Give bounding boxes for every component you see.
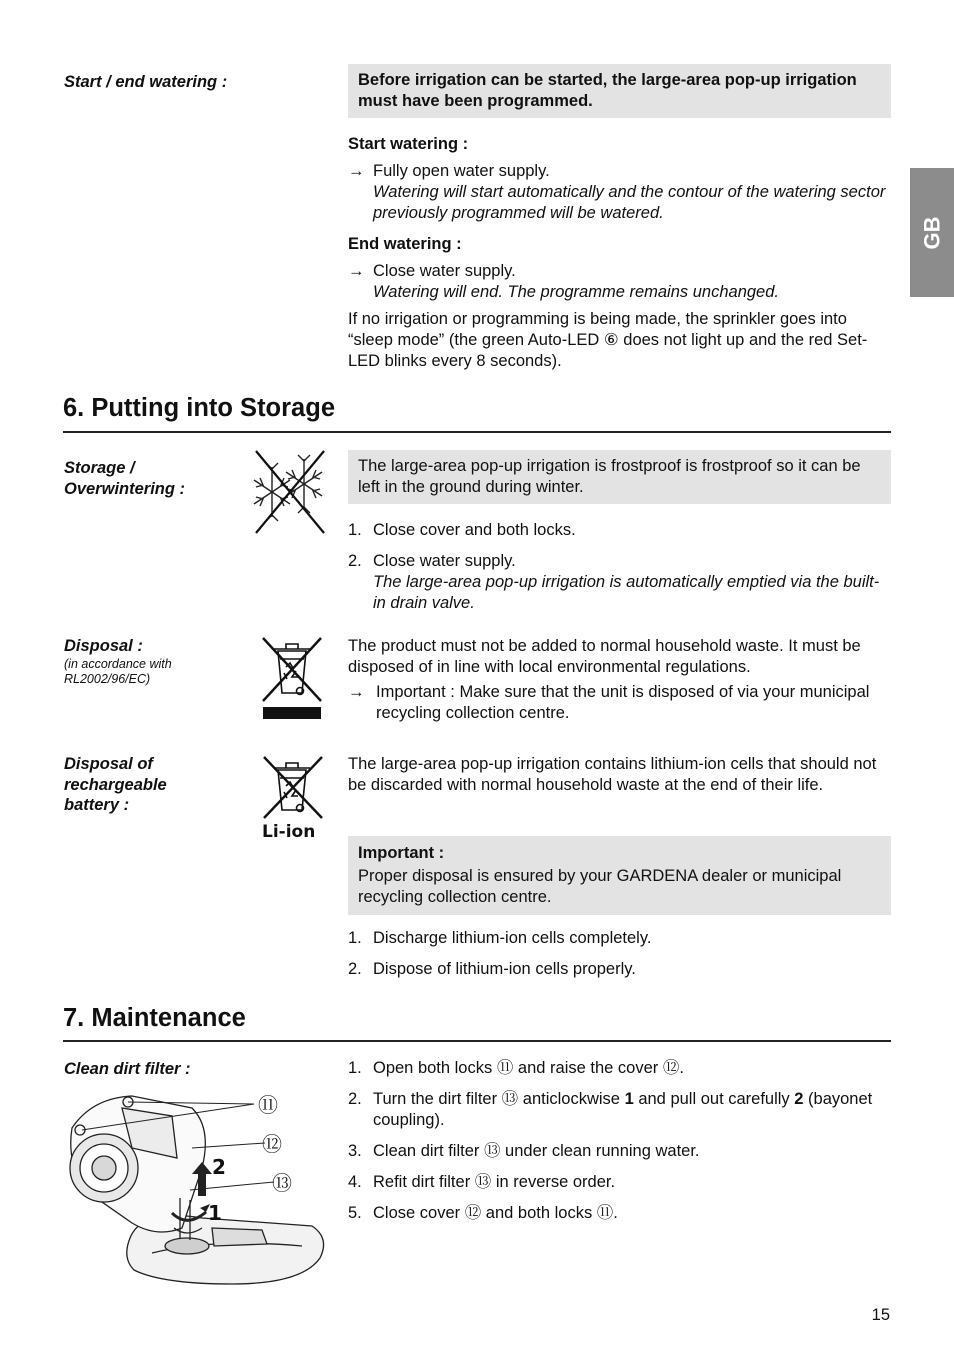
step-number: 5. [348, 1204, 362, 1222]
language-tab[interactable] [910, 168, 954, 297]
dirt-filter-figure [62, 1088, 332, 1288]
step-number: 2. [348, 1090, 362, 1108]
storage-heading-rule [63, 431, 891, 433]
battery-important-heading: Important : [358, 844, 445, 862]
battery-label: Disposal of rechargeable battery : [64, 755, 167, 814]
storage-step-1 [348, 520, 891, 541]
arrow-ref-2: 2 [794, 1090, 804, 1108]
callout-11: ⑪ [258, 1093, 278, 1117]
battery-text: The large-area pop-up irrigation contains lithium-ion cells that should not be discarded with normal household waste at the end of their life. [348, 755, 877, 794]
page-number: 15 [871, 1306, 890, 1324]
disposal-text: The product must not be added to normal household waste. It must be disposed of in line with local environmental regulations. [348, 637, 861, 676]
disposal-label-block [64, 636, 244, 687]
battery-steps [348, 928, 891, 980]
watering-note-box: Before irrigation can be started, the large-area pop-up irrigation must have been programmed. [348, 64, 891, 118]
frostproof-note-box: The large-area pop-up irrigation is frostproof is frostproof so it can be left in the ground during winter. [348, 450, 891, 504]
disposal-sublabel: (in accordance with RL2002/96/EC) [64, 656, 172, 686]
arrow-ref-1: 1 [624, 1090, 634, 1108]
maintenance-step-text: Refit dirt filter ⑬ in reverse order. [373, 1173, 616, 1191]
battery-important-text: Proper disposal is ensured by your GARDENA dealer or municipal recycling collection centre. [358, 867, 842, 906]
end-watering-step-text: Close water supply. [373, 262, 516, 280]
storage-label: Storage / Overwintering : [64, 459, 186, 498]
sleep-mode-note: If no irrigation or programming is being made, the sprinkler goes into “sleep mode” (the green Auto-LED ⑥ does not light up and the red Set-LED blinks every 8 seconds). [348, 310, 868, 370]
battery-step-1 [348, 928, 891, 949]
maintenance-step-text: Clean dirt filter ⑬ under clean running water. [373, 1142, 700, 1160]
maintenance-heading-rule [63, 1040, 891, 1042]
step-number: 1. [348, 929, 362, 947]
step-number: 1. [348, 1059, 362, 1077]
step-number: 3. [348, 1142, 362, 1160]
maintenance-step [348, 1089, 891, 1131]
maintenance-steps [348, 1058, 891, 1224]
arrow-right-icon: → [348, 683, 365, 701]
disposal-label: Disposal : [64, 637, 143, 655]
callout-12: ⑫ [262, 1132, 282, 1156]
arrow-label-2: 2 [212, 1155, 226, 1179]
start-watering-result: Watering will start automatically and the contour of the watering sector previously programmed will be watered. [373, 183, 886, 222]
disposal-important-text: Important : Make sure that the unit is disposed of via your municipal recycling collection centre. [376, 683, 870, 722]
snowflake-right [286, 455, 322, 513]
maintenance-step [348, 1141, 891, 1162]
storage-step-1-text: Close cover and both locks. [373, 521, 576, 539]
battery-step-2-text: Dispose of lithium-ion cells properly. [373, 960, 636, 978]
maintenance-step-text: (bayonet coupling). [373, 1090, 873, 1129]
maintenance-step [348, 1203, 891, 1224]
maintenance-step-text: Close cover ⑫ and both locks ⑪. [373, 1204, 618, 1222]
start-watering-step-text: Fully open water supply. [373, 162, 550, 180]
maintenance-step [348, 1058, 891, 1079]
storage-step-2-result: The large-area pop-up irrigation is automatically emptied via the built-in drain valve. [373, 573, 880, 612]
disposal-body [348, 636, 891, 724]
step-number: 1. [348, 521, 362, 539]
watering-label: Start / end watering : [64, 73, 228, 91]
crossed-bin-icon [260, 635, 324, 721]
end-watering-heading: End watering : [348, 235, 462, 253]
arrow-right-icon: → [348, 162, 365, 180]
step-number: 2. [348, 552, 362, 570]
start-watering-heading: Start watering : [348, 135, 469, 153]
step-number: 4. [348, 1173, 362, 1191]
arrow-label-1: 1 [208, 1201, 222, 1225]
maintenance-step-text: Turn the dirt filter ⑬ anticlockwise [373, 1090, 625, 1108]
no-frost-icon [252, 449, 328, 535]
maintenance-step-text: Open both locks ⑪ and raise the cover ⑫. [373, 1059, 684, 1077]
storage-steps [348, 520, 891, 614]
callout-13: ⑬ [272, 1171, 292, 1195]
end-watering-result: Watering will end. The programme remains unchanged. [373, 283, 779, 301]
storage-step-2 [348, 551, 891, 614]
storage-heading: 6. Putting into Storage [63, 394, 335, 422]
language-tab-label: GB [919, 216, 944, 249]
maintenance-step [348, 1172, 891, 1193]
end-watering-step [348, 261, 891, 303]
disposal-important [348, 682, 891, 724]
battery-step-1-text: Discharge lithium-ion cells completely. [373, 929, 652, 947]
li-ion-label: Li-ion [262, 822, 316, 842]
step-number: 2. [348, 960, 362, 978]
battery-important-box [348, 836, 891, 915]
maintenance-step-text: and pull out carefully [633, 1090, 795, 1108]
clean-filter-label: Clean dirt filter : [64, 1060, 191, 1078]
storage-step-2-text: Close water supply. [373, 552, 516, 570]
battery-step-2 [348, 959, 891, 980]
arrow-right-icon: → [348, 262, 365, 280]
start-watering-step [348, 161, 891, 224]
crossed-bin-icon [262, 754, 328, 842]
maintenance-heading: 7. Maintenance [63, 1004, 246, 1032]
watering-body [348, 134, 891, 372]
